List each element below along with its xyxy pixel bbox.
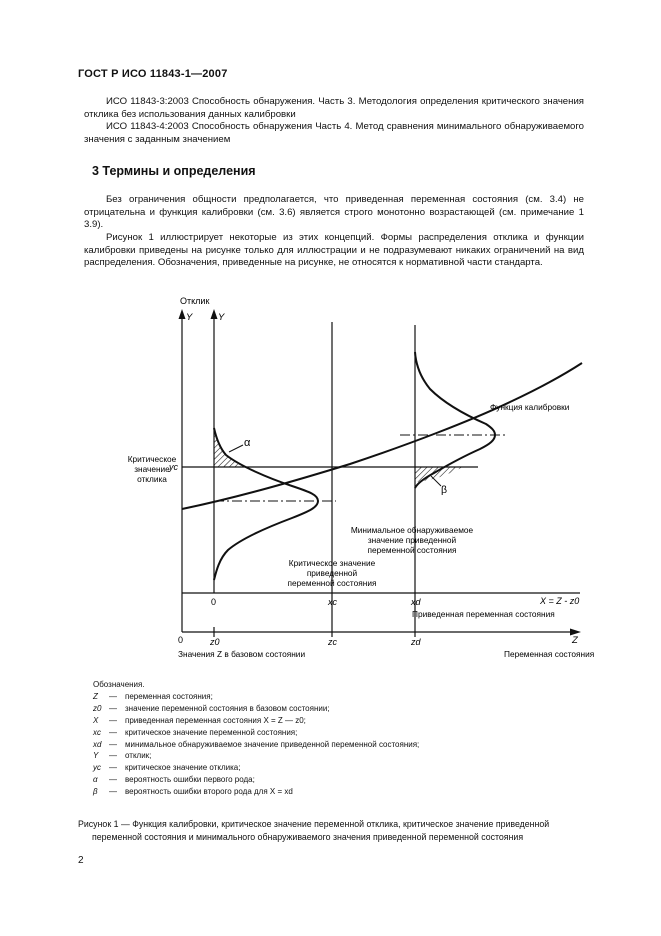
legend-text: переменная состояния; [125, 691, 213, 701]
label-y-left: Y [186, 312, 193, 323]
label-critical-response-2: значение [134, 464, 170, 474]
z-caption-left: Значения Z в базовом состоянии [178, 649, 306, 659]
figure-legend [93, 679, 419, 798]
label-critical-response-1: Критическое [127, 454, 177, 464]
legend-text: критическое значение переменной состояния; [125, 727, 298, 737]
legend-symbol: z0 [93, 703, 102, 713]
x-axis-caption: Приведенная переменная состояния [412, 609, 555, 619]
legend-symbol: X [93, 715, 99, 725]
figure-caption-line-2: переменной состояния и минимального обнаруживаемого значения приведенной переменной состояния [92, 831, 524, 842]
alpha-leader [229, 445, 243, 452]
label-calibration-function: Функция калибровки [490, 402, 570, 412]
legend-symbol: β [93, 787, 98, 797]
legend-symbol: yc [93, 763, 101, 773]
label-min-detectable-1: Минимальное обнаруживаемое [350, 525, 474, 535]
legend-text: вероятность ошибки второго рода для X = xd [125, 787, 293, 797]
legend-text: вероятность ошибки первого рода; [125, 775, 255, 785]
legend-text: отклик; [125, 751, 152, 761]
legend-text: критическое значение отклика; [125, 763, 241, 773]
legend-symbol: α [93, 775, 98, 785]
label-yc: yc [169, 462, 178, 472]
legend-text: значение переменной состояния в базовом состоянии; [125, 703, 330, 713]
label-alpha: α [244, 437, 251, 449]
legend-item: α — вероятность ошибки первого рода; [93, 775, 255, 785]
body-paragraph-1-text: Без ограничения общности предполагается, что приведенная переменная состояния (см. 3.4) не отрицательна и функция калибровки (см. 3.6) является строго монотонно возрастающей (см. примечание 1 3.9). [84, 194, 584, 230]
reference-2-text: ИСО 11843-4:2003 Способность обнаружения Часть 4. Метод сравнения минимального обнаруживаемого значения с заданным значением [84, 121, 584, 145]
y-axis-inner-arrow [211, 309, 218, 319]
label-response-top: Отклик [180, 296, 210, 306]
legend-item: xd — минимальное обнаруживаемое значение приведенной переменной состояния; [93, 739, 420, 749]
legend-item: Z — переменная состояния; [93, 691, 213, 701]
reference-1-text: ИСО 11843-3:2003 Способность обнаружения. Часть 3. Методология определения критического значения отклика без использования данных калибровки [84, 96, 584, 120]
label-critical-response-3: отклика [137, 474, 167, 484]
page-number: 2 [78, 855, 84, 866]
x-tick-xc: xc [328, 597, 337, 607]
legend-text: минимальное обнаруживаемое значение приведенной переменной состояния; [125, 739, 420, 749]
label-y-inner: Y [218, 312, 225, 323]
legend-item: β — вероятность ошибки второго рода для X = xd [93, 787, 293, 797]
z-tick-zd: zd [411, 637, 421, 647]
legend-symbol: Z [93, 691, 98, 701]
label-min-detectable-2: значение приведенной [367, 535, 457, 545]
label-critical-state-1: Критическое значение [288, 558, 376, 568]
legend-item: X — приведенная переменная состояния X = Z — z0; [93, 715, 306, 725]
label-critical-state-2: приведенной [306, 568, 358, 578]
z-tick-zero: 0 [178, 635, 184, 645]
x-tick-xd: xd [411, 597, 421, 607]
legend-item: yc — критическое значение отклика; [93, 763, 241, 773]
legend-symbol: xc [93, 727, 101, 737]
legend-title: Обозначения. [93, 680, 145, 689]
section-title: 3 Термины и определения [92, 164, 256, 178]
body-paragraph-2-text: Рисунок 1 иллюстрирует некоторые из этих концепций. Формы распределения отклика и функции калибровки приведены на рисунке только для иллюстрации и не подразумевают никаких ограничений на вид распределения. Обозначения, приведенные на рисунке, не относятся к нормативной части стандарта. [84, 232, 584, 268]
calibration-function-curve [182, 363, 582, 509]
label-min-detectable-3: переменной состояния [367, 545, 457, 555]
legend-text: приведенная переменная состояния X = Z — z0; [125, 715, 306, 725]
document-header: ГОСТ Р ИСО 11843-1—2007 [78, 68, 228, 80]
z-tick-z0: z0 [210, 637, 220, 647]
z-axis-label: Z [572, 635, 578, 646]
legend-item: z0 — значение переменной состояния в базовом состоянии; [93, 703, 330, 713]
label-beta: β [441, 484, 448, 496]
legend-symbol: Y [93, 751, 99, 761]
figure-caption-line-1: Рисунок 1 — Функция калибровки, критическое значение переменной отклика, критическое значение приведенной [78, 819, 550, 829]
x-axis-label: X = Z - z0 [540, 596, 580, 606]
figure-caption [78, 818, 590, 843]
alpha-hatched-area [214, 432, 242, 467]
y-axis-outer-arrow [179, 309, 186, 319]
z-tick-zc: zc [328, 637, 337, 647]
legend-item: Y — отклик; [93, 751, 152, 761]
z-caption-right: Переменная состояния [504, 649, 595, 659]
legend-item: xc — критическое значение переменной состояния; [93, 727, 298, 737]
label-critical-state-3: переменной состояния [287, 578, 377, 588]
x-tick-zero: 0 [211, 597, 217, 607]
legend-symbol: xd [93, 739, 102, 749]
